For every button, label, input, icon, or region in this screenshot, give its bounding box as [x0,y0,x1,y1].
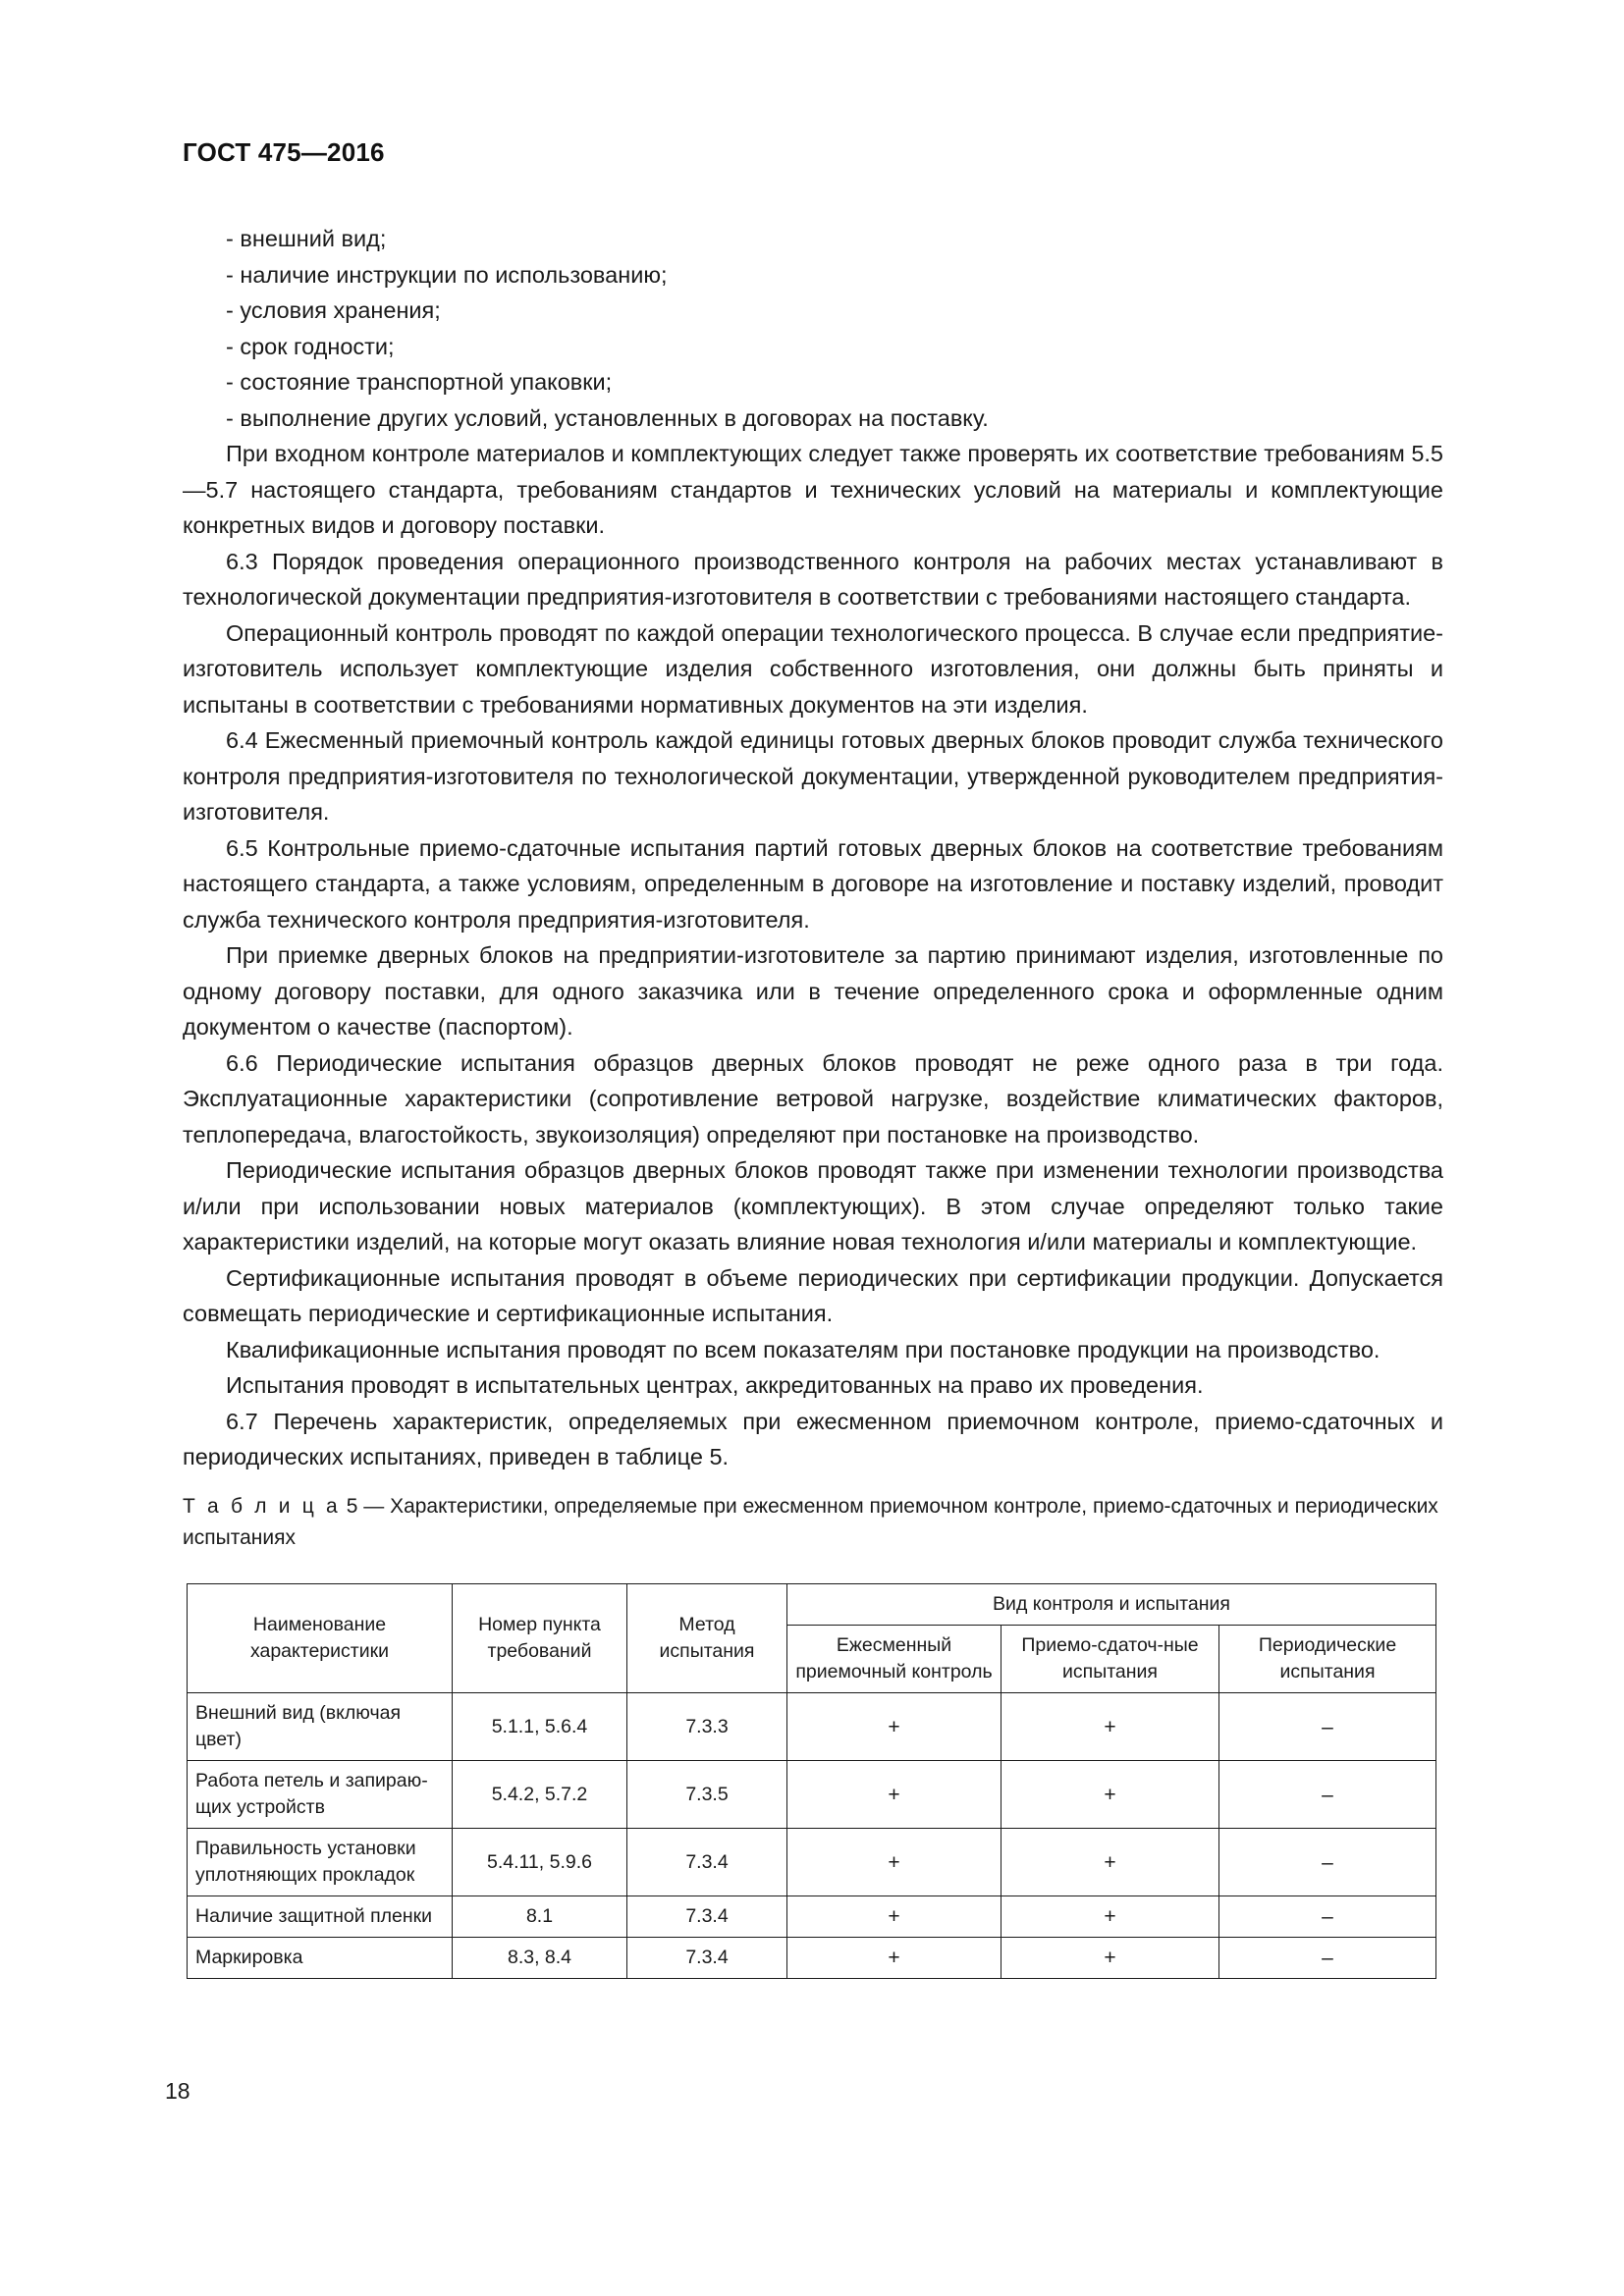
cell-shift-control: + [787,1761,1001,1829]
cell-periodic: – [1219,1938,1436,1979]
cell-characteristic-name: Работа петель и запираю-щих устройств [188,1761,453,1829]
table-5-wrapper [187,1583,1435,1979]
cell-acceptance: + [1001,1693,1219,1761]
table-row [188,1829,1436,1896]
paragraph-6-4: 6.4 Ежесменный приемочный контроль каждой единицы готовых дверных блоков проводит служба технического контроля предприятия-изготовителя по технологической документации, утвержденной руководителем предприятия-изготовителя. [183,727,1443,825]
header-shift-acceptance-control: Ежесменный приемочный контроль [787,1626,1001,1693]
cell-shift-control: + [787,1938,1001,1979]
cell-acceptance: + [1001,1761,1219,1829]
cell-characteristic-name: Правильность установки уплотняющих прокладок [188,1829,453,1896]
table-row [188,1693,1436,1761]
cell-acceptance: + [1001,1938,1219,1979]
cell-clause: 5.4.2, 5.7.2 [453,1761,627,1829]
paragraph-6-7: 6.7 Перечень характеристик, определяемых при ежесменном приемочном контроле, приемо-сдаточных и периодических испытаниях, приведен в таблице 5. [183,1408,1443,1469]
cell-clause: 5.4.11, 5.9.6 [453,1829,627,1896]
list-item: - наличие инструкции по использованию; [226,261,668,288]
list-item: - условия хранения; [226,297,441,323]
header-characteristic-name: Наименование характеристики [188,1584,453,1693]
cell-characteristic-name: Наличие защитной пленки [188,1896,453,1938]
paragraph-6-5: 6.5 Контрольные приемо-сдаточные испытания партий готовых дверных блоков на соответствие требованиям настоящего стандарта, а также условиям, определенным в договоре на изготовление и поставку изделий, проводит служба технического контроля предприятия-изготовителя. [183,834,1443,933]
table-row [188,1761,1436,1829]
page-header-standard-title: ГОСТ 475—2016 [183,137,385,167]
cell-characteristic-name: Маркировка [188,1938,453,1979]
header-clause-number: Номер пункта требований [453,1584,627,1693]
table-body [188,1693,1436,1979]
cell-acceptance: + [1001,1829,1219,1896]
paragraph-periodic-tests: Периодические испытания образцов дверных блоков проводят также при изменении технологии производства и/или при использовании новых материалов (комплектующих). В этом случае определяют только такие характеристики изделий, на которые могут оказать влияние новая технология и/или материалы и комплектующие. [183,1157,1443,1255]
header-test-method: Метод испытания [627,1584,787,1693]
document-body [183,221,1443,1475]
table-head [188,1584,1436,1693]
header-periodic-tests: Периодические испытания [1219,1626,1436,1693]
header-control-type-group: Вид контроля и испытания [787,1584,1436,1626]
table-5 [187,1583,1436,1979]
cell-method: 7.3.4 [627,1938,787,1979]
table-caption-text: Характеристики, определяемые при ежесменном приемочном контроле, приемо-сдаточных и периодических испытаниях [183,1495,1438,1549]
incoming-control-bullet-list [183,221,1443,436]
table-caption [183,1491,1443,1554]
cell-clause: 5.1.1, 5.6.4 [453,1693,627,1761]
paragraph-6-6: 6.6 Периодические испытания образцов дверных блоков проводят не реже одного раза в три года. Эксплуатационные характеристики (сопротивление ветровой нагрузке, воздействие климатических факторов, теплопередача, влагостойкость, звукоизоляция) определяют при постановке на производство. [183,1049,1443,1148]
cell-clause: 8.1 [453,1896,627,1938]
cell-periodic: – [1219,1896,1436,1938]
list-item: - срок годности; [226,333,395,359]
paragraph-testing-centers: Испытания проводят в испытательных центрах, аккредитованных на право их проведения. [226,1372,1204,1398]
cell-method: 7.3.5 [627,1761,787,1829]
cell-acceptance: + [1001,1896,1219,1938]
cell-periodic: – [1219,1693,1436,1761]
paragraph-6-3: 6.3 Порядок проведения операционного производственного контроля на рабочих местах устанавливают в технологической документации предприятия-изготовителя в соответствии с требованиями настоящего стандарта. [183,548,1443,610]
table-row [188,1896,1436,1938]
table-caption-label: Т а б л и ц а [183,1495,341,1518]
list-item: - состояние транспортной упаковки; [226,369,613,395]
cell-periodic: – [1219,1761,1436,1829]
cell-method: 7.3.4 [627,1829,787,1896]
cell-shift-control: + [787,1896,1001,1938]
table-caption-dash: — [363,1495,385,1518]
table-caption-number: 5 [346,1495,358,1518]
paragraph-operational-control: Операционный контроль проводят по каждой операции технологического процесса. В случае если предприятие-изготовитель использует комплектующие изделия собственного изготовления, они должны быть приняты и испытаны в соответствии с требованиями нормативных документов на эти изделия. [183,619,1443,718]
cell-clause: 8.3, 8.4 [453,1938,627,1979]
paragraph-incoming-control: При входном контроле материалов и комплектующих следует также проверять их соответствие требованиям 5.5—5.7 настоящего стандарта, требованиям стандартов и технических условий на материалы и комплектующие конкретных видов и договору поставки. [183,441,1443,538]
cell-characteristic-name: Внешний вид (включая цвет) [188,1693,453,1761]
paragraph-certification-tests: Сертификационные испытания проводят в объеме периодических при сертификации продукции. Допускается совмещать периодические и сертификационные испытания. [183,1264,1443,1326]
table-row [188,1938,1436,1979]
table-header-row-top [188,1584,1436,1626]
cell-shift-control: + [787,1829,1001,1896]
cell-method: 7.3.4 [627,1896,787,1938]
header-acceptance-tests: Приемо-сдаточ-ные испытания [1001,1626,1219,1693]
list-item: - внешний вид; [226,226,387,251]
cell-method: 7.3.3 [627,1693,787,1761]
paragraph-batch-acceptance: При приемке дверных блоков на предприятии-изготовителе за партию принимают изделия, изготовленные по одному договору поставки, для одного заказчика или в течение определенного срока и оформленные одним документом о качестве (паспортом). [183,942,1443,1040]
cell-periodic: – [1219,1829,1436,1896]
footer-page-number: 18 [165,2078,190,2104]
paragraph-qualification-tests: Квалификационные испытания проводят по всем показателям при постановке продукции на производство. [226,1336,1380,1362]
cell-shift-control: + [787,1693,1001,1761]
list-item: - выполнение других условий, установленных в договорах на поставку. [226,404,989,431]
